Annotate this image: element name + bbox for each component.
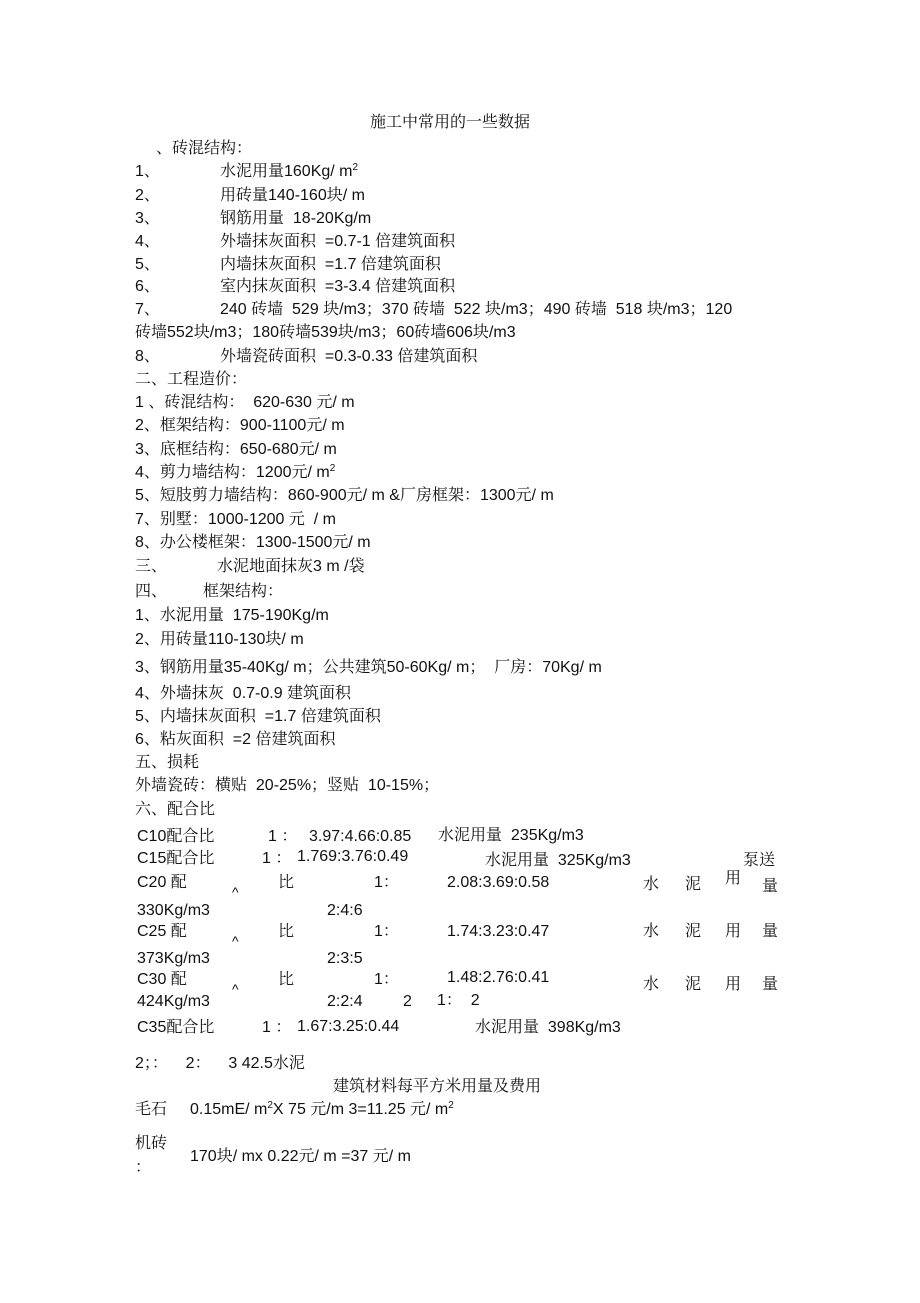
- c30-one2: 1： 2: [437, 992, 480, 1009]
- c30-liang: 量: [762, 976, 779, 993]
- c20-sub: 2:4:6: [327, 902, 363, 919]
- s1-item-5: 内墙抹灰面积 =1.7 倍建筑面积: [220, 256, 441, 273]
- section-4-heading: 框架结构：: [203, 583, 284, 600]
- c30-sub: 2:2:4: [327, 993, 363, 1010]
- section-1-heading: 、砖混结构：: [156, 140, 253, 157]
- c25-ratio: 1.74:3.23:0.47: [447, 923, 550, 940]
- c25-ni: 泥: [685, 923, 702, 940]
- c25-yong: 用: [725, 923, 742, 940]
- c25-value: 373Kg/m3: [137, 950, 210, 967]
- s1-item-3-number: 3、: [135, 210, 160, 227]
- c25-shui: 水: [643, 923, 660, 940]
- c25-name: C25 配: [137, 923, 187, 940]
- section-3-number: 三、: [135, 558, 168, 575]
- c30-value: 424Kg/m3: [137, 993, 210, 1010]
- c10-one: 1 ：: [268, 828, 298, 845]
- s1-item-2-number: 2、: [135, 187, 160, 204]
- c20-one: 1：: [374, 874, 399, 891]
- s1-item-7: 240 砖墙 529 块/m3；370 砖墙 522 块/m3；490 砖墙 518 块/m3；120: [220, 301, 733, 318]
- c15-pump: 泵送: [743, 852, 776, 869]
- c30-caret: ^: [232, 981, 239, 997]
- s1-item-5-number: 5、: [135, 256, 160, 273]
- c30-ratio: 1.48:2.76:0.41: [447, 969, 550, 986]
- section-3-text: 水泥地面抹灰3 m /袋: [217, 558, 365, 575]
- s2-item-3: 3、底框结构：650-680元/ m: [135, 441, 337, 458]
- s2-item-7: 8、办公楼框架：1300-1500元/ m: [135, 534, 371, 551]
- s4-item-6: 6、粘灰面积 =2 倍建筑面积: [135, 731, 336, 748]
- s1-item-8-number: 8、: [135, 348, 160, 365]
- c15-name: C15配合比: [137, 850, 215, 867]
- c25-one: 1：: [374, 923, 399, 940]
- s2-item-6: 7、别墅：1000-1200 元 / m: [135, 511, 336, 528]
- c20-ratio: 2.08:3.69:0.58: [447, 874, 550, 891]
- brick-colon: ：: [135, 1159, 152, 1176]
- s4-item-5: 5、内墙抹灰面积 =1.7 倍建筑面积: [135, 708, 381, 725]
- c20-caret: ^: [232, 884, 239, 900]
- s1-item-4: 外墙抹灰面积 =0.7-1 倍建筑面积: [220, 233, 456, 250]
- page-title: 施工中常用的一些数据: [370, 114, 531, 131]
- c20-bi: 比: [278, 874, 295, 891]
- stone-text: 0.15mE/ $m^2X$ 75 元/m 3=11.25 元/ $m^2$: [190, 1100, 454, 1118]
- c25-sub: 2:3:5: [327, 950, 363, 967]
- c35-cement: 水泥用量 398Kg/m3: [475, 1019, 621, 1036]
- s2-item-4: 4、剪力墙结构：1200元/ $m^2$: [135, 463, 336, 481]
- c30-shui: 水: [643, 976, 660, 993]
- s4-item-2: 2、用砖量110-130块/ m: [135, 631, 304, 648]
- c15-one: 1 ：: [262, 850, 292, 867]
- s4-item-1: 1、水泥用量 175-190Kg/m: [135, 607, 329, 624]
- brick-text: 170块/ mx 0.22元/ m =37 元/ m: [190, 1148, 411, 1165]
- s1-item-1-number: 1、: [135, 163, 160, 180]
- s1-item-6-number: 6、: [135, 278, 160, 295]
- c10-ratio: 3.97:4.66:0.85: [309, 828, 412, 845]
- c25-bi: 比: [278, 923, 295, 940]
- s2-item-5: 5、短肢剪力墙结构：860-900元/ m &厂房框架：1300元/ m: [135, 487, 554, 504]
- section-2-heading: 二、工程造价：: [135, 371, 248, 388]
- materials-heading: 建筑材料每平方米用量及费用: [333, 1078, 542, 1095]
- c30-yong: 用: [725, 976, 742, 993]
- c10-cement: 水泥用量 235Kg/m3: [438, 827, 584, 844]
- c30-two: 2: [403, 993, 412, 1010]
- c35-name: C35配合比: [137, 1019, 215, 1036]
- section-4-number: 四、: [135, 583, 168, 600]
- s1-item-6: 室内抹灰面积 =3-3.4 倍建筑面积: [220, 278, 456, 295]
- c35-one: 1 ：: [262, 1019, 292, 1036]
- c15-cement: 水泥用量 325Kg/m3: [485, 852, 631, 869]
- section-5-heading: 五、损耗: [135, 754, 200, 771]
- c20-yong: 用: [725, 870, 742, 887]
- stone-label: 毛石: [135, 1101, 168, 1118]
- c20-shui: 水: [643, 876, 660, 893]
- s1-item-2: 用砖量140-160块/ m: [220, 187, 365, 204]
- s1-item-7-number: 7、: [135, 301, 160, 318]
- c20-liang: 量: [762, 878, 779, 895]
- c30-one: 1：: [374, 971, 399, 988]
- s5-text: 外墙瓷砖：横贴 20-25%；竖贴 10-15%；: [135, 777, 440, 794]
- brick-label: 机砖: [135, 1135, 168, 1152]
- c20-value: 330Kg/m3: [137, 902, 210, 919]
- c20-name: C20 配: [137, 874, 187, 891]
- c15-ratio: 1.769:3.76:0.49: [297, 848, 409, 865]
- s1-item-4-number: 4、: [135, 233, 160, 250]
- c30-name: C30 配: [137, 971, 187, 988]
- s4-item-4: 4、外墙抹灰 0.7-0.9 建筑面积: [135, 685, 352, 702]
- s2-item-1: 1 、砖混结构： 620-630 元/ m: [135, 394, 355, 411]
- mix-tail: 2；： 2： 3 42.5水泥: [135, 1055, 305, 1072]
- section-6-heading: 六、配合比: [135, 801, 216, 818]
- c10-name: C10配合比: [137, 828, 215, 845]
- s2-item-2: 2、框架结构：900-1100元/ m: [135, 417, 345, 434]
- s4-item-3: 3、钢筋用量35-40Kg/ m；公共建筑50-60Kg/ m； 厂房：70Kg/ m: [135, 659, 602, 676]
- s1-item-3: 钢筋用量 18-20Kg/m: [220, 210, 372, 227]
- c25-caret: ^: [232, 933, 239, 949]
- s1-item-8: 外墙瓷砖面积 =0.3-0.33 倍建筑面积: [220, 348, 478, 365]
- s1-item-7-continued: 砖墙552块/m3；180砖墙539块/m3；60砖墙606块/m3: [135, 324, 516, 341]
- s1-item-1: 水泥用量160Kg/ $m^2$: [220, 162, 359, 180]
- c20-ni: 泥: [685, 876, 702, 893]
- c35-ratio: 1.67:3.25:0.44: [297, 1018, 400, 1035]
- c30-ni: 泥: [685, 976, 702, 993]
- c25-liang: 量: [762, 923, 779, 940]
- c30-bi: 比: [278, 971, 295, 988]
